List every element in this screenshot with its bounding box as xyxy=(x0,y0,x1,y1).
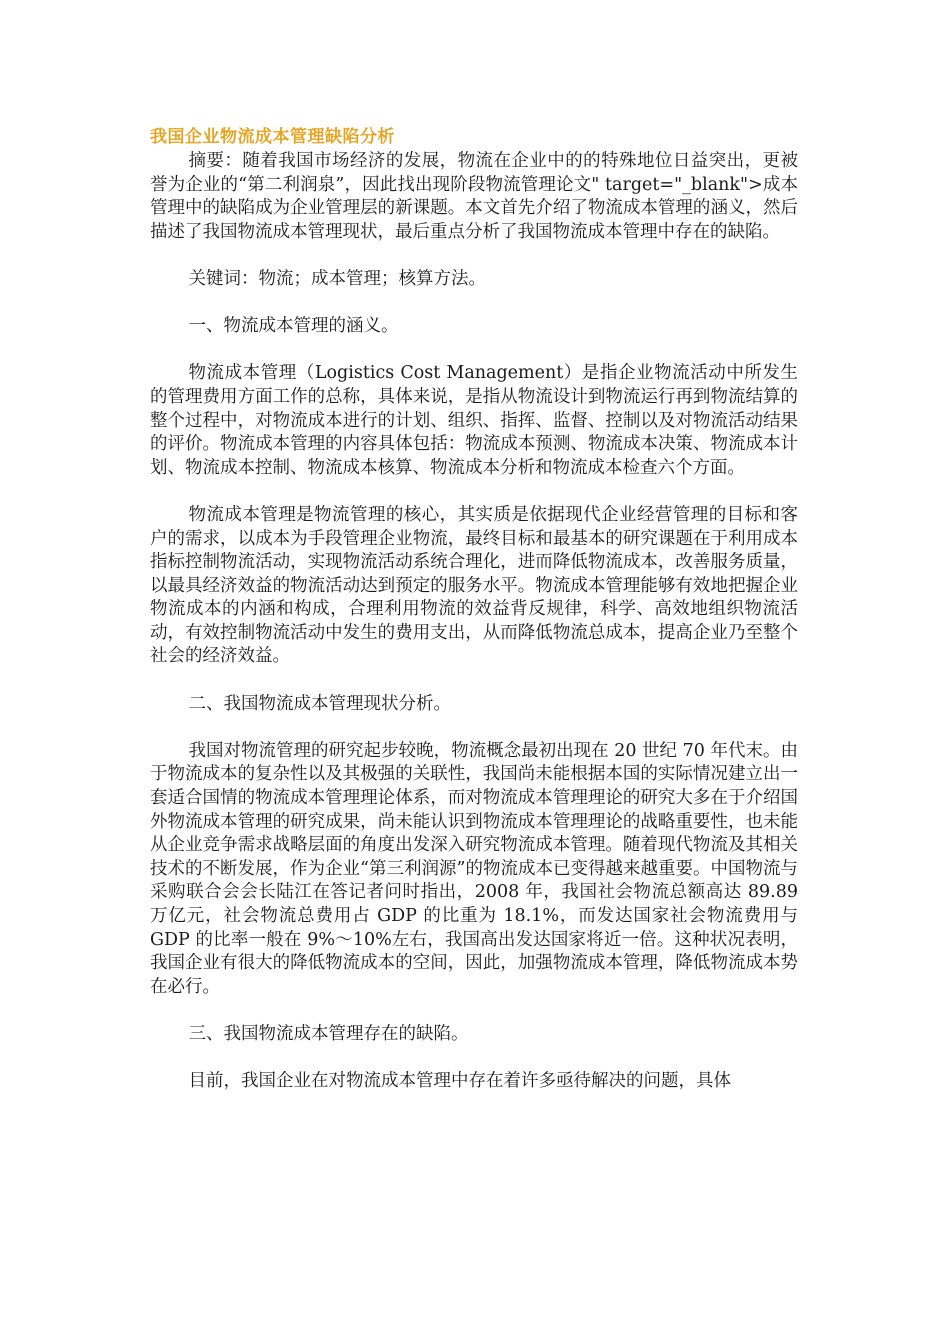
section-heading-2: 二、我国物流成本管理现状分析。 xyxy=(188,693,451,714)
section-heading-1: 一、物流成本管理的涵义。 xyxy=(188,316,399,337)
body-paragraph: 我国对物流管理的研究起步较晚，物流概念最初出现在 20 世纪 70 年代末。由于物流成本的复杂性以及其极强的关联性，我国尚未能根据本国的实际情况建立出一套适合国情的物流成本管理理论体系，而对物流成本管理理论的研究大多在于介绍国外物流成本管理的研究成果，尚未能认识到物流成本管理理论的战略重要性，也未能从企业竞争需求战略层面的角度出发深入研究物流成本管理。随着现代物流及其相关技术的不断发展，作为企业“第三利润源”的物流成本已变得越来越重要。中国物流与采购联合会会长陆江在答记者问时指出，2008 年，我国社会物流总额高达 89.89 万亿元，社会物流总费用占 GDP 的比重为 18.1%，而发达国家社会物流费用与 GDP 的比率一般在 9%～10%左右，我国高出发达国家将近一倍。这种状况表明，我国企业有很大的降低物流成本的空间，因此，加强物流成本管理，降低物流成本势在必行。 xyxy=(150,740,798,997)
keywords-paragraph: 关键词：物流；成本管理；核算方法。 xyxy=(188,268,486,289)
document-page xyxy=(150,126,798,1094)
article-title: 我国企业物流成本管理缺陷分析 xyxy=(150,127,395,147)
section-heading-3: 三、我国物流成本管理存在的缺陷。 xyxy=(188,1023,469,1044)
body-paragraph: 物流成本管理（Logistics Cost Management）是指企业物流活动中所发生的管理费用方面工作的总称，具体来说，是指从物流设计到物流运行再到物流结算的整个过程中，对物流成本进行的计划、组织、指挥、监督、控制以及对物流活动结果的评价。物流成本管理的内容具体包括：物流成本预测、物流成本决策、物流成本计划、物流成本控制、物流成本核算、物流成本分析和物流成本检查六个方面。 xyxy=(150,363,798,478)
body-paragraph: 物流成本管理是物流管理的核心，其实质是依据现代企业经营管理的目标和客户的需求，以成本为手段管理企业物流，最终目标和最基本的研究课题在于利用成本指标控制物流活动，实现物流活动系统合理化，进而降低物流成本，改善服务质量，以最具经济效益的物流活动达到预定的服务水平。物流成本管理能够有效地把握企业物流成本的内涵和构成，合理利用物流的效益背反规律，科学、高效地组织物流活动，有效控制物流活动中发生的费用支出，从而降低物流总成本，提高企业乃至整个社会的经济效益。 xyxy=(150,504,798,667)
body-paragraph: 目前，我国企业在对物流成本管理中存在着许多亟待解决的问题，具体 xyxy=(188,1071,731,1092)
abstract-paragraph: 摘要：随着我国市场经济的发展，物流在企业中的的特殊地位日益突出，更被誉为企业的“第二利润泉”，因此找出现阶段物流管理论文" target="_blank">成本管理中的缺陷成为企业管理层的新课题。本文首先介绍了物流成本管理的涵义，然后描述了我国物流成本管理现状，最后重点分析了我国物流成本管理中存在的缺陷。 xyxy=(150,151,798,242)
